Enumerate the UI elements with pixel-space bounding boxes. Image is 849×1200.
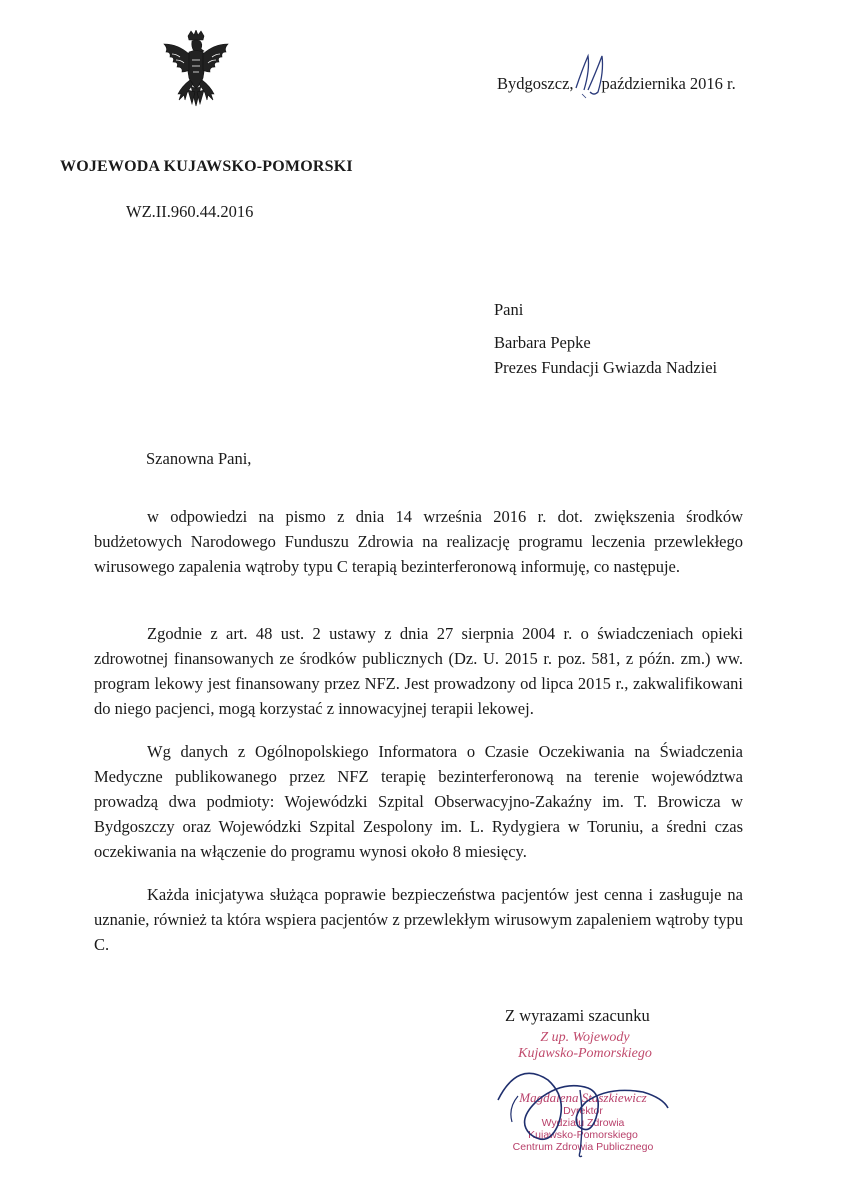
signature-icon xyxy=(468,1030,678,1160)
closing-phrase: Z wyrazami szacunku xyxy=(505,1006,650,1025)
reference-number: WZ.II.960.44.2016 xyxy=(126,202,254,221)
authority-name: WOJEWODA KUJAWSKO-POMORSKI xyxy=(60,158,353,175)
eagle-emblem-icon xyxy=(158,30,234,122)
city: Bydgoszcz, xyxy=(497,74,574,93)
addressee-line: Barbara Pepke xyxy=(494,333,591,352)
salutation: Szanowna Pani, xyxy=(146,449,252,468)
stamp-dept: Wydziału Zdrowia xyxy=(541,1117,625,1129)
stamp-dept: Kujawsko-Pomorskiego xyxy=(528,1129,638,1141)
body-paragraph: Zgodnie z art. 48 ust. 2 ustawy z dnia 27 sierpnia 2004 r. o świadczeniach opieki zdrowotnej finansowanych ze środków publicznych (Dz. U. 2015 r. poz. 581, z późn. zm.) ww. program lekowy jest finansowany przez NFZ. Jest prowadzony od lipca 2015 r., zakwalifikowani do niego pacjenci, mogą korzystać z innowacyjnej terapii lekowej. xyxy=(94,624,743,718)
stamp-dept: Centrum Zdrowia Publicznego xyxy=(512,1141,654,1153)
stamp-title: Dyrektor xyxy=(563,1105,603,1117)
stamp-line: Kujawsko-Pomorskiego xyxy=(518,1046,652,1061)
date-month-year: października 2016 r. xyxy=(601,74,736,93)
stamp-name: Magdalena Staszkiewicz xyxy=(519,1090,647,1105)
place-date xyxy=(497,74,736,94)
handwritten-day-icon xyxy=(568,50,608,100)
addressee-line: Prezes Fundacji Gwiazda Nadziei xyxy=(494,358,718,377)
body-paragraph: w odpowiedzi na pismo z dnia 14 września 2016 r. dot. zwiększenia środków budżetowych Narodowego Funduszu Zdrowia na realizację programu leczenia przewlekłego wirusowego zapalenia wątroby typu C terapią bezinterferonową informuję, co następuje. xyxy=(94,507,743,576)
body-paragraph: Wg danych z Ogólnopolskiego Informatora o Czasie Oczekiwania na Świadczenia Medyczne publikowanego przez NFZ terapię bezinterferonową na terenie województwa prowadzą dwa podmioty: Wojewódzki Szpital Obserwacyjno-Zakaźny im. T. Browicza w Bydgoszczy oraz Wojewódzki Szpital Zespolony im. L. Rydygiera w Toruniu, a średni czas oczekiwania na włączenie do programu wynosi około 8 miesięcy. xyxy=(94,742,743,861)
addressee-line: Pani xyxy=(494,300,524,319)
body-paragraph: Każda inicjatywa służąca poprawie bezpieczeństwa pacjentów jest cenna i zasługuje na uznanie, również ta która wspiera pacjentów z przewlekłym wirusowym zapaleniem wątroby typu C. xyxy=(94,885,743,954)
stamp-line: Z up. Wojewody xyxy=(540,1030,630,1045)
